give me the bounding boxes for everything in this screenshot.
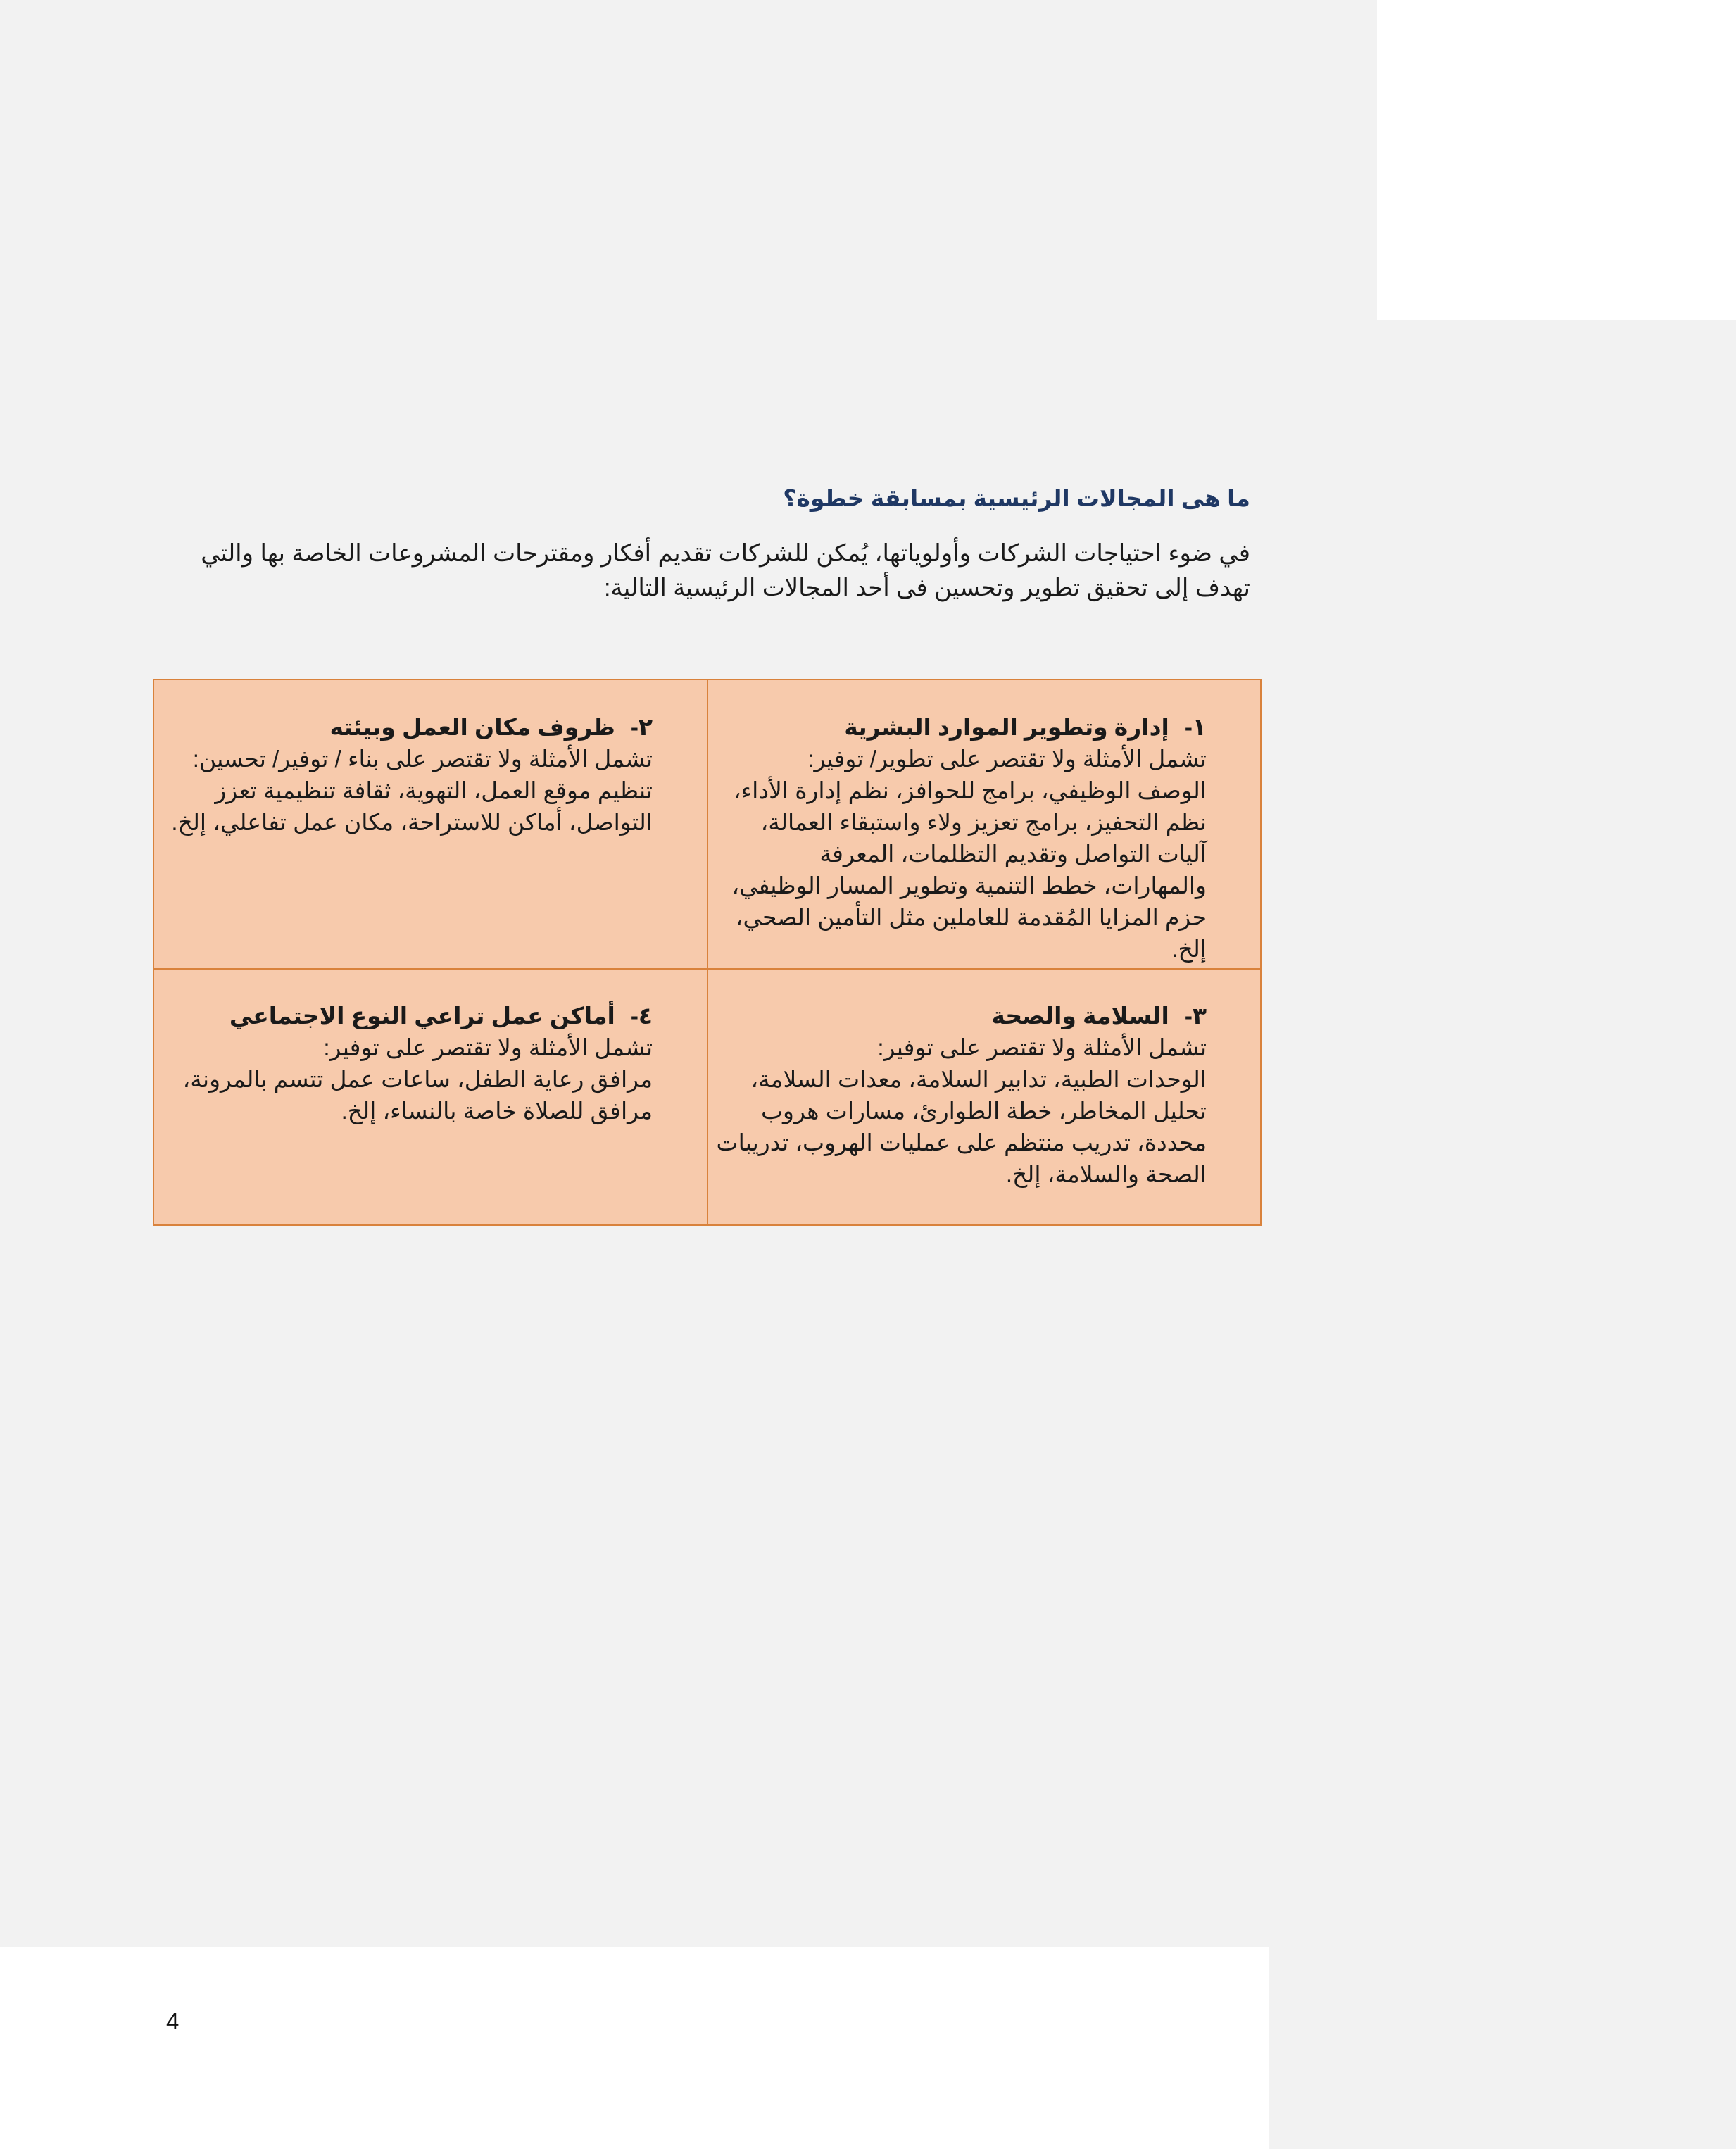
intro-paragraph: في ضوء احتياجات الشركات وأولوياتها، يُمكن للشركات تقديم أفكار ومقترحات المشروعات الخاصة بها والتي تهدف إلى تحقيق تطوير وتحسين فى أحد المجالات الرئيسية التالية: [201,540,1250,601]
area-cell-workplace [160,711,653,838]
area-cell-safety [714,1000,1207,1190]
area-number: ٢- [630,714,653,740]
area-title [160,1000,653,1032]
area-cell-gender [160,1000,653,1127]
page-number: 4 [166,2008,180,2034]
area-body: الوحدات الطبية، تدابير السلامة، معدات السلامة، تحليل المخاطر، خطة الطوارئ، مسارات هروب محددة، تدريب منتظم على عمليات الهروب، تدريبات الصحة والسلامة، إلخ. [716,1066,1207,1187]
area-body: الوصف الوظيفي، برامج للحوافز، نظم إدارة الأداء، نظم التحفيز، برامج تعزيز ولاء واستبقاء العمالة، آليات التواصل وتقديم التظلمات، المعرفة والمهارات، خطط التنمية وتطوير المسار الوظيفي، حزم المزايا المُقدمة للعاملين مثل التأمين الصحي، إلخ. [731,777,1207,962]
area-subtitle: تشمل الأمثلة ولا تقتصر على توفير: [877,1034,1207,1060]
area-subtitle: تشمل الأمثلة ولا تقتصر على تطوير/ توفير: [807,746,1207,772]
section-heading: ما هى المجالات الرئيسية بمسابقة خطوة؟ [783,485,1250,511]
area-cell-hr [714,711,1207,965]
table-horizontal-divider [154,968,1260,970]
table-vertical-divider [707,680,708,1224]
area-subtitle: تشمل الأمثلة ولا تقتصر على توفير: [323,1034,653,1060]
area-body: مرافق رعاية الطفل، ساعات عمل تتسم بالمرونة، مرافق للصلاة خاصة بالنساء، إلخ. [182,1066,653,1124]
area-title [714,711,1207,743]
area-title [714,1000,1207,1032]
area-body: تنظيم موقع العمل، التهوية، ثقافة تنظيمية تعزز التواصل، أماكن للاستراحة، مكان عمل تفاعلي، إلخ. [171,777,653,835]
area-number: ٣- [1184,1003,1207,1029]
main-areas-table [153,679,1262,1226]
area-number: ١- [1184,714,1207,740]
page-footer-area [0,1947,1269,2149]
area-title [160,711,653,743]
area-title-text: أماكن عمل تراعي النوع الاجتماعي [229,1003,615,1029]
area-number: ٤- [630,1003,653,1029]
area-title-text: ظروف مكان العمل وبيئته [329,714,615,740]
area-subtitle: تشمل الأمثلة ولا تقتصر على بناء / توفير/ تحسين: [192,746,653,772]
page-margin-top-right [1377,0,1736,320]
area-title-text: السلامة والصحة [991,1003,1169,1029]
area-title-text: إدارة وتطوير الموارد البشرية [844,714,1169,740]
